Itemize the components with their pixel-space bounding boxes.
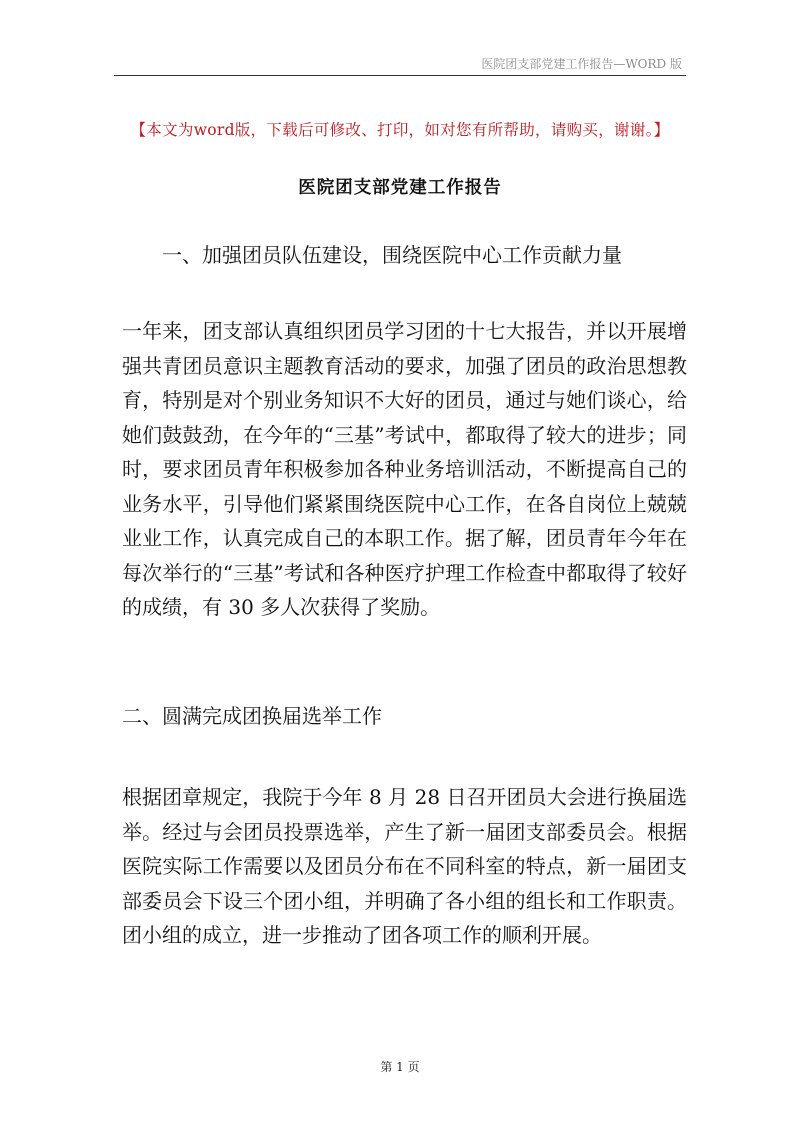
- page-number: 第 1 页: [380, 1060, 420, 1074]
- header-divider: [114, 75, 686, 76]
- section-1-heading: 一、加强团员队伍建设，围绕医院中心工作贡献力量: [162, 243, 622, 267]
- section-1-paragraph: 一年来，团支部认真组织团员学习团的十七大报告，并以开展增强共青团员意识主题教育活动的要求，加强了团员的政治思想教育，特别是对个别业务知识不大好的团员，通过与她们谈心，给她们鼓鼓劲，在今年的“三基”考试中，都取得了较大的进步；同时，要求团员青年积极参加各种业务培训活动，不断提高自己的业务水平，引导他们紧紧围绕医院中心工作，在各自岗位上兢兢业业工作，认真完成自己的本职工作。据了解，团员青年今年在每次举行的“三基”考试和各种医疗护理工作检查中都取得了较好的成绩，有 30 多人次获得了奖励。: [122, 319, 687, 619]
- running-header: 医院团支部党建工作报告—WORD 版: [481, 57, 682, 71]
- download-notice: 【本文为word版，下载后可修改、打印，如对您有所帮助，请购买，谢谢。】: [130, 121, 670, 139]
- section-2-paragraph: 根据团章规定，我院于今年 8 月 28 日召开团员大会进行换届选举。经过与会团员投票选举，产生了新一届团支部委员会。根据医院实际工作需要以及团员分布在不同科室的特点，新一届团支部委员会下设三个团小组，并明确了各小组的组长和工作职责。团小组的成立，进一步推动了团各项工作的顺利开展。: [122, 785, 687, 947]
- document-title: 医院团支部党建工作报告: [298, 178, 502, 198]
- section-2-heading: 二、圆满完成团换届选举工作: [122, 704, 382, 728]
